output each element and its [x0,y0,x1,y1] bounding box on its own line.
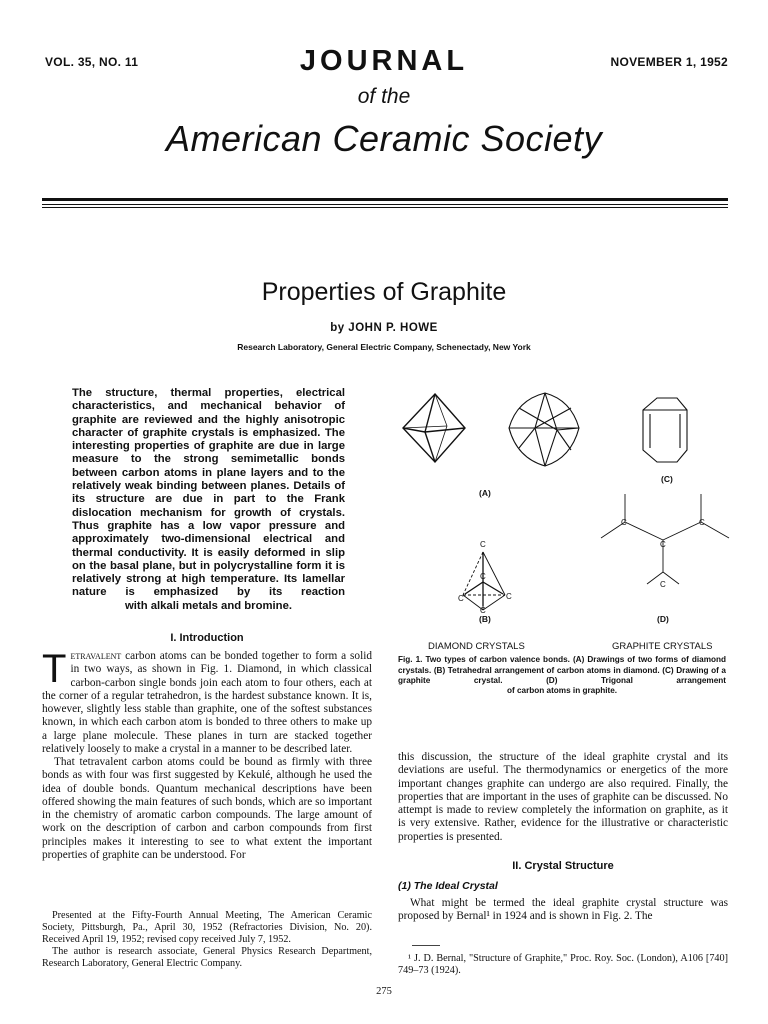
abstract-last-line: with alkali metals and bromine. [125,599,292,612]
graphite-crystal-drawing [643,398,687,462]
atom-label-tetra-bottom: C [480,606,486,615]
abstract-text: The structure, thermal properties, electrical characteristics, and mechanical behavior of graphite are reviewed and the highly anisotropic character of graphite crystals is emphasized. The interesting properties of graphite are due in large measure to the strong semimetallic bonds between carbon atoms in plane layers and to the relatively weak binding between planes. Details of its structure are due in part to the Frank dislocation mechanism for growth of crystals. Thus graphite has a low vapor pressure and approximately two-dimensional electrical and thermal conductivity. It is easily deformed in slip on the basal plane, but in polycrystalline form it is relatively strong at high temperature. Its lamellar nature is emphasized by its reaction [72,387,345,599]
article-title: Properties of Graphite [261,278,507,306]
subsection-heading-ideal-crystal: (1) The Ideal Crystal [398,880,498,892]
abstract [72,387,345,613]
masthead-rule-mid [42,204,728,205]
atom-label-tetra-top: C [480,540,486,549]
page-number: 275 [376,986,392,997]
figure-heading-graphite: GRAPHITE CRYSTALS [612,641,713,652]
figure-label-d: (D) [657,614,669,624]
footnote-divider [412,945,440,946]
drop-cap: T [42,647,67,691]
octahedron-crystal-drawing [403,394,465,462]
figure-1-caption-last-line: of carbon atoms in graphite. [506,686,618,695]
atom-label-trig-right: C [699,518,705,527]
masthead-rule-bottom [42,207,728,208]
atom-label-trig-left: C [621,518,627,527]
intro-paragraph-1-text: carbon atoms can be bonded together to form a solid in two ways, as shown in Fig. 1. Diamond, in which classical carbon-carbon single bonds join each atom to four others, each at the corner of a regular tetrahedron, is the hardest substance known. It is, however, slightly less stable than graphite, one of the softest substances known, in which each carbon atom is bonded to three others to make up a large plane molecule. These planes in turn are stacked together relatively loosely to make a crystal in a manner to be described later. [42,650,372,755]
society-name: American Ceramic Society [165,118,603,159]
right-column-paragraph-2 [398,897,728,924]
author-affiliation: Research Laboratory, General Electric Company, Schenectady, New York [237,342,531,352]
article-byline: by JOHN P. HOWE [330,322,438,334]
intro-paragraph-2: That tetravalent carbon atoms could be bound as firmly with three bonds as with four was first suggested by Kekulé, although he used the idea of double bonds. Quantum mechanical descriptions have been offered showing the main features of such bonds, which are so important in the chemistry of aromatic carbon compounds. The large amount of work on the description of carbon and carbon compounds from first principles makes it interesting to see to what extent the important properties of graphite can be understood. For [42,756,372,861]
rounded-diamond-crystal-drawing [509,393,579,466]
figure-heading-diamond: DIAMOND CRYSTALS [428,641,525,652]
trigonal-arrangement-drawing [601,494,729,584]
masthead-rule-top [42,198,728,201]
footnote-presented: Presented at the Fifty-Fourth Annual Meeting, The American Ceramic Society, Pittsburgh, Pa., April 30, 1952 (Refractories Division, No. 20). Received April 19, 1952; revised copy received July 7, 1952. [42,910,372,945]
volume-number: VOL. 35, NO. 11 [45,55,139,69]
figure-1-drawings [395,390,735,620]
figure-label-b: (B) [479,614,491,624]
journal-name: JOURNAL [299,45,469,77]
footnote-bernal: ¹ J. D. Bernal, "Structure of Graphite," Proc. Roy. Soc. (London), A106 [740] 749–73 (1924). [398,953,728,976]
issue-date: NOVEMBER 1, 1952 [610,55,728,69]
figure-label-a: (A) [479,488,491,498]
intro-lead-word: etravalent [70,650,122,662]
atom-label-trig-center: C [660,540,666,549]
atom-label-trig-bottom: C [660,580,666,589]
footnote-right [398,953,728,977]
footnote-author: The author is research associate, General Physics Research Department, Research Laboratory, General Electric Company. [42,946,372,969]
footnote-left [42,910,372,970]
right-paragraph-1-text: this discussion, the structure of the ideal graphite crystal and its deviations are useful. The thermodynamics or energetics of the more important changes graphite can undergo are also required. Finally, the properties that are important in the uses of graphite can be discussed. No attempt is made to review completely the information on graphite, as it is very extensive. Rather, evidence for the illustrative or characteristic properties is presented. [398,751,728,843]
intro-paragraph-1 [42,647,372,756]
introduction-body [42,647,372,862]
figure-1-caption: Fig. 1. Two types of carbon valence bonds. (A) Drawings of two forms of diamond crystals. (B) Tetrahedral arrangement of carbon atoms in diamond. (C) Drawing of a graphite crystal. (D) Trigonal arrangement [398,655,726,685]
atom-label-tetra-right: C [506,592,512,601]
section-heading-introduction: I. Introduction [170,632,244,644]
atom-label-tetra-left: C [458,594,464,603]
section-heading-crystal-structure: II. Crystal Structure [512,860,614,872]
figure-label-c: (C) [661,474,673,484]
right-paragraph-2-text: What might be termed the ideal graphite crystal structure was proposed by Bernal¹ in 1924 and is shown in Fig. 2. The [398,897,728,923]
right-column-paragraph-1 [398,751,728,844]
atom-label-tetra-center: C [480,572,486,581]
tetrahedral-arrangement-drawing [463,552,505,610]
journal-of-the: of the [357,85,411,108]
